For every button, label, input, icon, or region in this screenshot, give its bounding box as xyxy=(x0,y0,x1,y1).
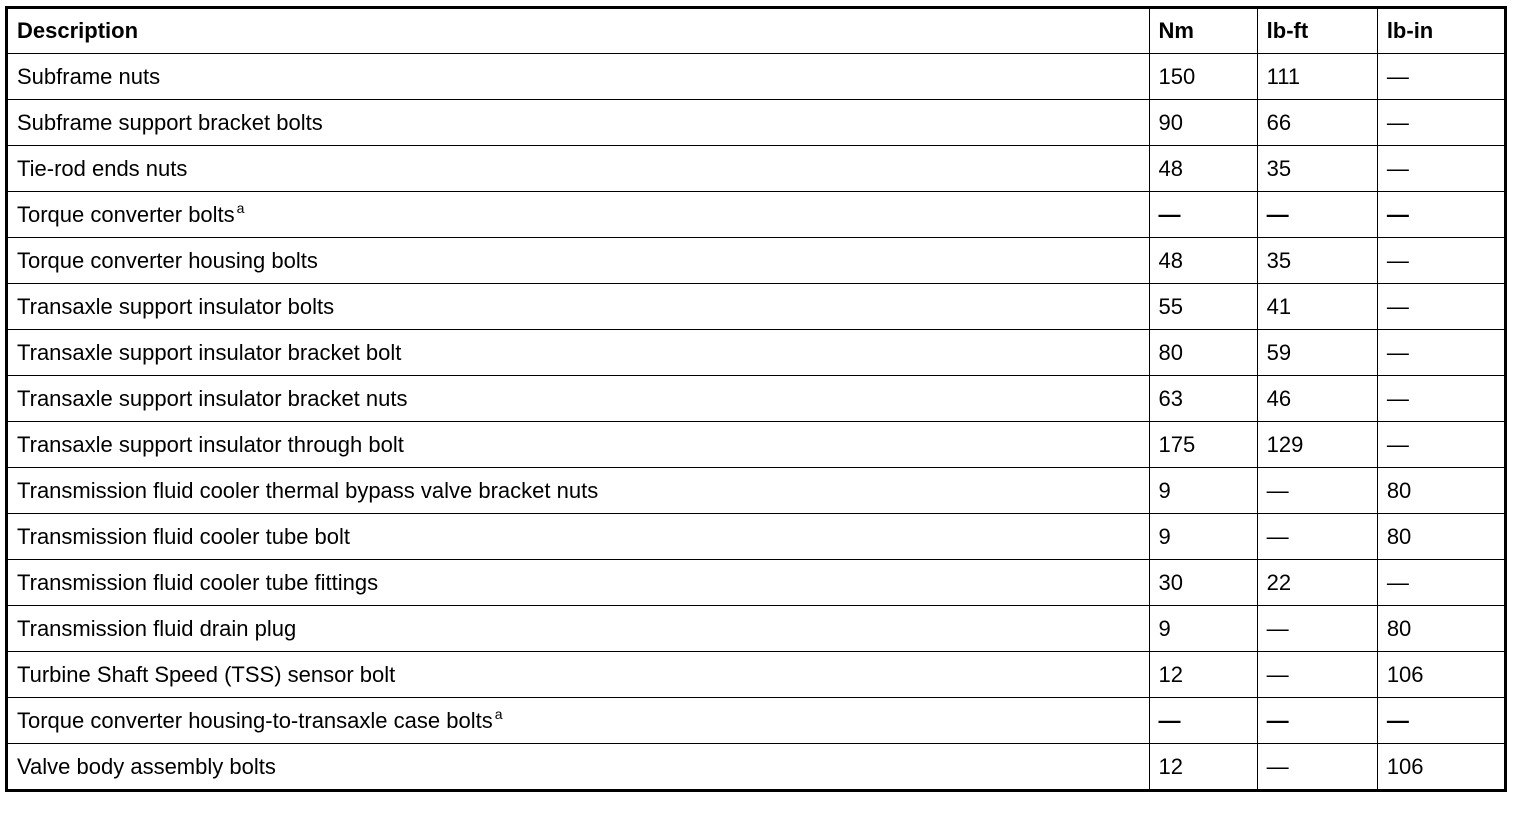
cell-description xyxy=(7,560,1150,606)
cell-nm: 80 xyxy=(1149,330,1257,376)
cell-lb-in: — xyxy=(1377,376,1505,422)
cell-nm: 63 xyxy=(1149,376,1257,422)
cell-description xyxy=(7,238,1150,284)
footnote-marker: a xyxy=(236,200,245,217)
description-text: Transaxle support insulator bracket nuts xyxy=(17,385,408,411)
cell-lb-ft: — xyxy=(1257,606,1377,652)
cell-description xyxy=(7,422,1150,468)
description-text: Turbine Shaft Speed (TSS) sensor bolt xyxy=(17,661,396,687)
description-text: Torque converter housing bolts xyxy=(17,247,318,273)
cell-lb-ft: — xyxy=(1257,652,1377,698)
cell-lb-ft: 46 xyxy=(1257,376,1377,422)
description-text: Subframe support bracket bolts xyxy=(17,109,323,135)
column-header-nm: Nm xyxy=(1149,8,1257,54)
description-text: Transmission fluid drain plug xyxy=(17,615,297,641)
cell-lb-ft: — xyxy=(1257,468,1377,514)
table-row xyxy=(7,560,1506,606)
cell-description xyxy=(7,376,1150,422)
cell-lb-ft: 129 xyxy=(1257,422,1377,468)
table-row xyxy=(7,146,1506,192)
cell-lb-in: 106 xyxy=(1377,652,1505,698)
table-row xyxy=(7,376,1506,422)
table-row xyxy=(7,468,1506,514)
description-text: Torque converter bolts xyxy=(17,201,235,227)
torque-specifications-table xyxy=(5,6,1507,792)
cell-lb-in: 80 xyxy=(1377,606,1505,652)
cell-nm: — xyxy=(1149,698,1257,744)
cell-nm: 30 xyxy=(1149,560,1257,606)
table-row xyxy=(7,422,1506,468)
description-text: Subframe nuts xyxy=(17,63,161,89)
description-text: Torque converter housing-to-transaxle case bolts xyxy=(17,707,493,733)
cell-lb-ft: — xyxy=(1257,744,1377,791)
cell-nm: 9 xyxy=(1149,514,1257,560)
cell-description xyxy=(7,192,1150,238)
cell-lb-in: — xyxy=(1377,560,1505,606)
cell-description xyxy=(7,100,1150,146)
cell-lb-ft: — xyxy=(1257,514,1377,560)
table-body xyxy=(7,54,1506,791)
table-row xyxy=(7,100,1506,146)
table-row xyxy=(7,54,1506,100)
cell-lb-ft: — xyxy=(1257,192,1377,238)
cell-description xyxy=(7,652,1150,698)
cell-nm: 55 xyxy=(1149,284,1257,330)
cell-description xyxy=(7,146,1150,192)
cell-lb-ft: 41 xyxy=(1257,284,1377,330)
table-row xyxy=(7,606,1506,652)
description-text: Transmission fluid cooler thermal bypass valve bracket nuts xyxy=(17,477,599,503)
cell-description xyxy=(7,514,1150,560)
cell-nm: 12 xyxy=(1149,744,1257,791)
description-text: Tie-rod ends nuts xyxy=(17,155,188,181)
column-header-description: Description xyxy=(7,8,1150,54)
cell-nm: 12 xyxy=(1149,652,1257,698)
cell-description xyxy=(7,606,1150,652)
cell-lb-ft: 111 xyxy=(1257,54,1377,100)
cell-lb-ft: 35 xyxy=(1257,238,1377,284)
table-row xyxy=(7,652,1506,698)
cell-lb-ft: 66 xyxy=(1257,100,1377,146)
column-header-lb-in: lb-in xyxy=(1377,8,1505,54)
cell-lb-in: — xyxy=(1377,100,1505,146)
description-text: Transaxle support insulator bracket bolt xyxy=(17,339,402,365)
cell-lb-in: — xyxy=(1377,698,1505,744)
cell-lb-ft: 59 xyxy=(1257,330,1377,376)
cell-lb-in: — xyxy=(1377,238,1505,284)
description-text: Transmission fluid cooler tube bolt xyxy=(17,523,351,549)
cell-nm: 150 xyxy=(1149,54,1257,100)
cell-nm: 90 xyxy=(1149,100,1257,146)
cell-nm: 48 xyxy=(1149,238,1257,284)
cell-description xyxy=(7,698,1150,744)
footnote-marker: a xyxy=(494,706,503,723)
cell-nm: 175 xyxy=(1149,422,1257,468)
table-row xyxy=(7,284,1506,330)
table-row xyxy=(7,192,1506,238)
cell-lb-in: — xyxy=(1377,192,1505,238)
cell-lb-in: — xyxy=(1377,330,1505,376)
cell-lb-ft: 35 xyxy=(1257,146,1377,192)
table-row xyxy=(7,698,1506,744)
cell-lb-in: — xyxy=(1377,284,1505,330)
cell-nm: 9 xyxy=(1149,606,1257,652)
description-text: Transmission fluid cooler tube fittings xyxy=(17,569,379,595)
table-row xyxy=(7,514,1506,560)
cell-lb-in: 80 xyxy=(1377,468,1505,514)
cell-description xyxy=(7,284,1150,330)
cell-description xyxy=(7,744,1150,791)
table-row xyxy=(7,238,1506,284)
cell-lb-ft: 22 xyxy=(1257,560,1377,606)
cell-nm: 48 xyxy=(1149,146,1257,192)
cell-description xyxy=(7,54,1150,100)
cell-lb-in: 106 xyxy=(1377,744,1505,791)
cell-nm: — xyxy=(1149,192,1257,238)
cell-lb-in: — xyxy=(1377,54,1505,100)
description-text: Transaxle support insulator bolts xyxy=(17,293,335,319)
description-text: Valve body assembly bolts xyxy=(17,753,276,779)
description-text: Transaxle support insulator through bolt xyxy=(17,431,404,457)
cell-description xyxy=(7,330,1150,376)
cell-description xyxy=(7,468,1150,514)
table-header-row xyxy=(7,8,1506,54)
cell-lb-in: 80 xyxy=(1377,514,1505,560)
cell-nm: 9 xyxy=(1149,468,1257,514)
cell-lb-in: — xyxy=(1377,422,1505,468)
cell-lb-ft: — xyxy=(1257,698,1377,744)
table-row xyxy=(7,330,1506,376)
table-row xyxy=(7,744,1506,791)
cell-lb-in: — xyxy=(1377,146,1505,192)
column-header-lb-ft: lb-ft xyxy=(1257,8,1377,54)
